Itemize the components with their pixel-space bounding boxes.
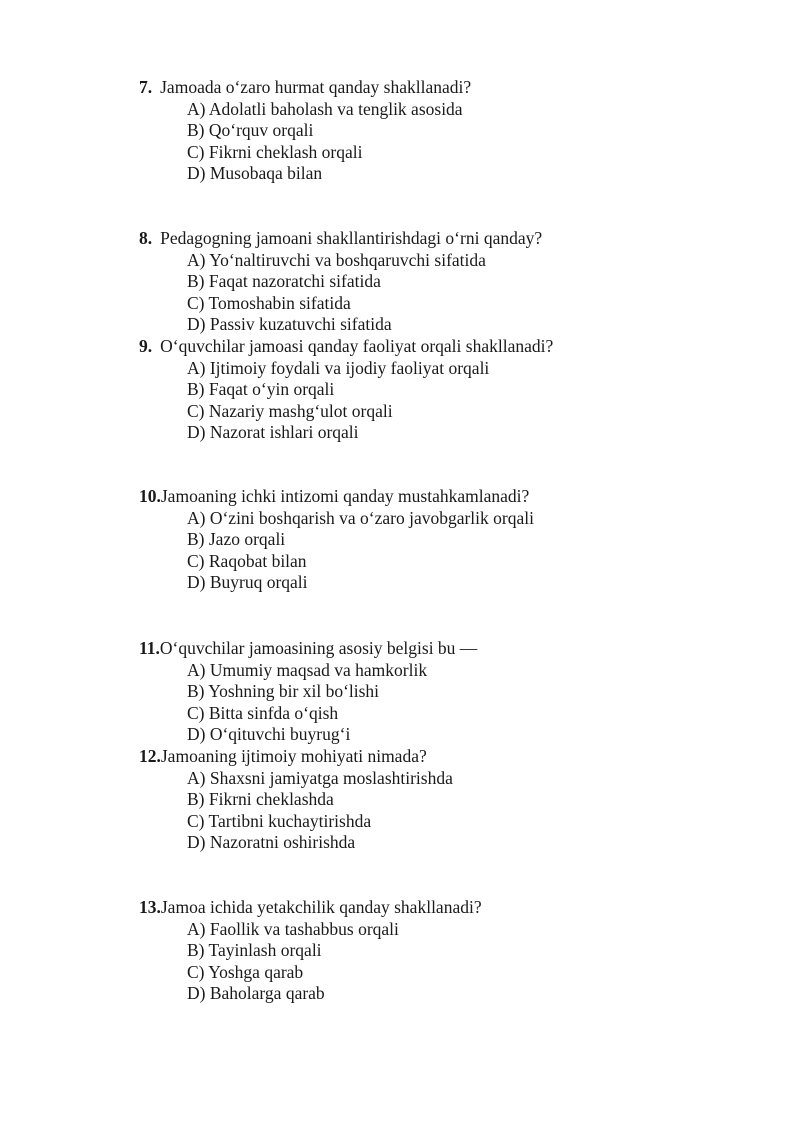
question-text: O‘quvchilar jamoasining asosiy belgisi bu — (159, 638, 478, 658)
question-text: Jamoa ichida yetakchilik qanday shakllanadi? (160, 897, 482, 917)
answer-option: B) Jazo orqali (187, 529, 286, 550)
question-block (139, 228, 542, 336)
answer-option: D) Baholarga qarab (187, 983, 325, 1004)
answer-option: D) Musobaqa bilan (187, 163, 323, 184)
answer-option: A) Umumiy maqsad va hamkorlik (187, 659, 428, 680)
answer-option: B) Faqat nazoratchi sifatida (187, 271, 381, 292)
answer-option: B) Fikrni cheklashda (187, 789, 334, 810)
answer-option: B) Yoshning bir xil bo‘lishi (187, 681, 380, 702)
answer-option: D) Passiv kuzatuvchi sifatida (187, 314, 392, 335)
question-block (139, 638, 477, 746)
question-text: Jamoada o‘zaro hurmat qanday shakllanadi? (160, 77, 472, 97)
answer-option: D) Buyruq orqali (187, 572, 308, 593)
question-title (139, 638, 477, 660)
question-number: 13. (139, 897, 161, 917)
question-title (139, 228, 542, 250)
question-number: 7. (139, 77, 153, 97)
answer-option: B) Faqat o‘yin orqali (187, 379, 335, 400)
question-block (139, 486, 534, 594)
answer-option: C) Fikrni cheklash orqali (187, 141, 363, 162)
question-number: 8. (139, 228, 153, 248)
question-block (139, 746, 453, 854)
answer-option: A) Ijtimoiy foydali va ijodiy faoliyat orqali (187, 357, 490, 378)
answer-option: A) Shaxsni jamiyatga moslashtirishda (187, 767, 453, 788)
question-title (139, 486, 534, 508)
question-number: 9. (139, 336, 153, 356)
question-block (139, 77, 471, 185)
question-title (139, 897, 482, 919)
answer-option: D) Nazoratni oshirishda (187, 832, 356, 853)
question-title (139, 336, 553, 358)
answer-option: B) Tayinlash orqali (187, 940, 322, 961)
answer-option: C) Nazariy mashg‘ulot orqali (187, 400, 393, 421)
answer-option: C) Yoshga qarab (187, 961, 304, 982)
answer-option: C) Bitta sinfda o‘qish (187, 702, 339, 723)
question-text: Jamoaning ijtimoiy mohiyati nimada? (160, 746, 427, 766)
question-number: 11. (139, 638, 160, 658)
answer-option: C) Raqobat bilan (187, 550, 307, 571)
question-number: 10. (139, 486, 161, 506)
answer-option: D) O‘qituvchi buyrug‘i (187, 724, 351, 745)
question-text: O‘quvchilar jamoasi qanday faoliyat orqali shakllanadi? (160, 336, 554, 356)
question-block (139, 336, 553, 444)
answer-option: A) Yo‘naltiruvchi va boshqaruvchi sifatida (187, 249, 486, 270)
question-text: Pedagogning jamoani shakllantirishdagi o‘rni qanday? (160, 228, 543, 248)
answer-option: A) O‘zini boshqarish va o‘zaro javobgarlik orqali (187, 507, 534, 528)
answer-option: C) Tartibni kuchaytirishda (187, 810, 372, 831)
question-text: Jamoaning ichki intizomi qanday mustahkamlanadi? (160, 486, 530, 506)
question-block (139, 897, 482, 1005)
answer-option: B) Qo‘rquv orqali (187, 120, 314, 141)
question-title (139, 77, 471, 99)
answer-option: A) Adolatli baholash va tenglik asosida (187, 98, 463, 119)
answer-option: D) Nazorat ishlari orqali (187, 422, 359, 443)
question-number: 12. (139, 746, 161, 766)
answer-option: A) Faollik va tashabbus orqali (187, 918, 399, 939)
question-title (139, 746, 453, 768)
answer-option: C) Tomoshabin sifatida (187, 292, 351, 313)
